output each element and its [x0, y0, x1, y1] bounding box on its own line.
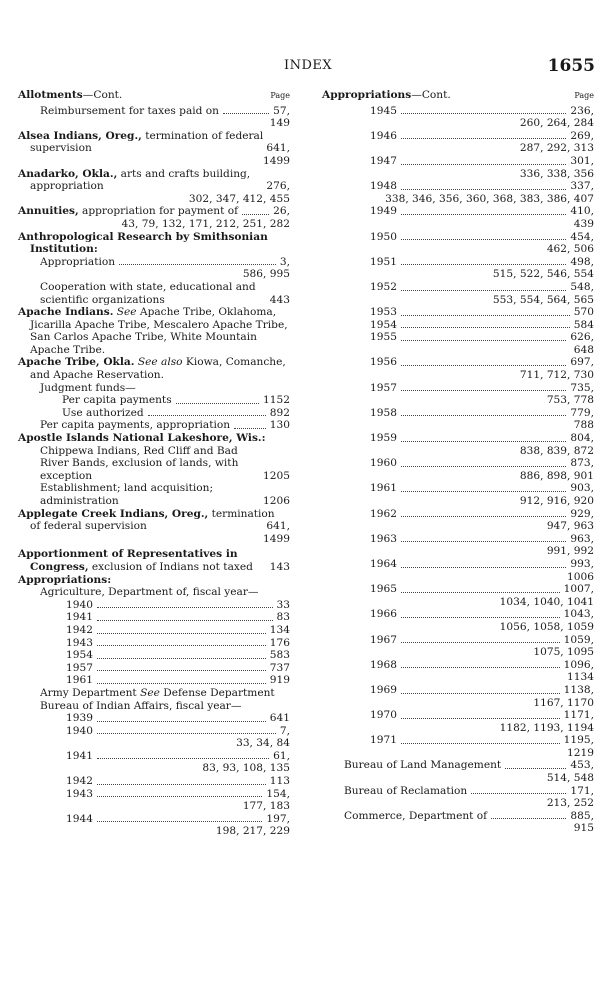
entry-pages-cont: 338, 346, 356, 360, 368, 383, 386, 407 [385, 192, 594, 205]
index-subentry [18, 256, 290, 269]
entry-pages-cont: 213, 252 [546, 797, 594, 810]
entry-pages: 1205 [263, 469, 290, 482]
year-label: 1943 [66, 787, 93, 800]
entry-pages-cont: 260, 264, 284 [519, 117, 594, 130]
entry-text: termination of federal supervision [30, 507, 275, 533]
year-label: 1969 [370, 683, 397, 696]
page-label: Page [270, 91, 290, 100]
leader-dots [401, 516, 566, 517]
year-entry [322, 105, 594, 118]
entry-pages: 33 [276, 598, 290, 611]
entry-pages: 873, [570, 457, 594, 470]
entry-head: Anadarko, Okla., [18, 167, 118, 180]
entry-pages-cont: 886, 898, 901 [519, 469, 594, 482]
year-label: 1947 [370, 154, 397, 167]
entry-pages-cont: 991, 992 [546, 545, 594, 558]
entry-text: Cooperation with state, educational and scientific organizations [40, 280, 256, 306]
entry-pages: 26, [273, 205, 290, 218]
year-label: 1948 [370, 180, 397, 193]
entry-pages-cont: 1034, 1040, 1041 [499, 595, 594, 608]
entry-head: Apache Tribe, Okla. [18, 356, 135, 369]
year-label: 1961 [66, 674, 93, 687]
entry-pages: 276, [266, 180, 290, 193]
entry-head: Apportionment of Representatives in Congress, [18, 548, 238, 573]
heading-cont: —Cont. [411, 89, 451, 101]
leader-dots [401, 264, 566, 265]
leader-dots [401, 693, 560, 694]
leader-dots [471, 793, 566, 794]
entry-pages-cont: 149 [269, 117, 290, 130]
year-entry [18, 624, 290, 637]
entry-text: Appropriation [40, 255, 116, 268]
year-label: 1971 [370, 734, 397, 747]
entry-pages: 130 [269, 419, 290, 432]
entry-pages: 454, [570, 230, 594, 243]
entry-pages-cont: 302, 347, 412, 455 [188, 192, 290, 205]
see-ref: See [136, 686, 160, 699]
entry-text: Kiowa, Comanche, and Apache Reservation. [30, 356, 286, 382]
index-subentry [322, 759, 594, 772]
year-label: 1950 [370, 230, 397, 243]
entry-pages: 337, [570, 180, 594, 193]
page-number: 1655 [547, 56, 595, 76]
entry-pages-cont: 336, 338, 356 [519, 167, 594, 180]
year-label: 1954 [370, 318, 397, 331]
year-label: 1965 [370, 583, 397, 596]
column-heading [322, 89, 594, 103]
year-label: 1960 [370, 457, 397, 470]
year-entry [322, 382, 594, 395]
leader-dots [97, 607, 273, 608]
entry-pages: 903, [570, 482, 594, 495]
year-entry [322, 155, 594, 168]
year-label: 1939 [66, 712, 93, 725]
entry-pages: 498, [570, 255, 594, 268]
leader-dots [401, 466, 566, 467]
entry-head: Applegate Creek Indians, Oreg., [18, 507, 209, 520]
entry-head: Alsea Indians, Oreg., [18, 129, 142, 142]
year-entry [18, 649, 290, 662]
year-label: 1945 [370, 104, 397, 117]
year-entry [18, 750, 290, 763]
index-entry [18, 105, 290, 118]
entry-pages: 1171, [563, 709, 594, 722]
entry-text: Use authorized [62, 406, 144, 419]
year-entry [18, 725, 290, 738]
entry-pages: 919 [269, 674, 290, 687]
entry-pages: 626, [570, 331, 594, 344]
year-label: 1941 [66, 611, 93, 624]
entry-pages: 641, [266, 142, 290, 155]
entry-text: Establishment; land acquisition; administration [40, 482, 214, 507]
entry-text: exclusion of Indians not taxed [88, 560, 253, 573]
leader-dots [97, 633, 266, 634]
year-label: 1949 [370, 205, 397, 218]
entry-pages-cont: 1075, 1095 [533, 646, 594, 659]
year-entry [322, 457, 594, 470]
entry-pages: 583 [269, 649, 290, 662]
heading-text: Allotments [18, 89, 83, 101]
entry-pages: 197, [266, 812, 290, 825]
leader-dots [97, 658, 266, 659]
year-label: 1946 [370, 129, 397, 142]
entry-pages-cont: 553, 554, 564, 565 [492, 293, 594, 306]
entry-pages-cont: 1167, 1170 [533, 696, 594, 709]
index-subentry [18, 482, 290, 507]
index-subentry [18, 407, 290, 420]
leader-dots [97, 821, 262, 822]
entry-pages: 735, [570, 381, 594, 394]
entry-text: Defense Department [159, 686, 275, 699]
year-entry [18, 674, 290, 687]
entry-pages-cont: 912, 916, 920 [519, 495, 594, 507]
entry-pages-cont: 177, 183 [242, 800, 290, 813]
bia-year-list [18, 712, 290, 838]
year-label: 1955 [370, 331, 397, 344]
heading-cont: —Cont. [82, 89, 123, 101]
entry-pages: 269, [570, 129, 594, 142]
year-entry [322, 356, 594, 369]
entry-text: termination of federal supervision [30, 129, 264, 155]
year-label: 1941 [66, 749, 93, 762]
index-subentry [18, 687, 290, 700]
entry-pages-cont: 515, 522, 546, 554 [492, 268, 594, 281]
page-label: Page [574, 91, 594, 100]
index-column-right [322, 89, 594, 835]
entry-pages: 1152 [263, 394, 290, 407]
index-entry [18, 508, 290, 533]
entry-pages-cont: 586, 995 [242, 268, 290, 281]
leader-dots [401, 415, 566, 416]
leader-dots [234, 428, 266, 429]
year-label: 1953 [370, 306, 397, 319]
leader-dots [97, 721, 266, 722]
year-entry [322, 256, 594, 269]
entry-text: Per capita payments, appropriation [40, 419, 231, 432]
leader-dots [97, 670, 266, 671]
entry-pages-cont: 1182, 1193, 1194 [499, 721, 594, 734]
entry-pages-cont: 1006 [567, 570, 594, 583]
leader-dots [401, 189, 566, 190]
year-label: 1961 [370, 482, 397, 495]
entry-pages: 804, [570, 432, 594, 445]
index-subentry [18, 445, 290, 483]
year-entry [18, 712, 290, 725]
index-column-left [18, 89, 290, 838]
entry-pages: 570 [573, 306, 594, 319]
index-entry [18, 548, 290, 573]
year-entry [322, 533, 594, 546]
leader-dots [491, 818, 566, 819]
year-label: 1967 [370, 633, 397, 646]
year-label: 1942 [66, 623, 93, 636]
year-entry [322, 659, 594, 672]
index-subentry: Bureau of Indian Affairs, fiscal year— [40, 699, 242, 712]
leader-dots [401, 138, 566, 139]
leader-dots [223, 113, 269, 114]
year-label: 1959 [370, 432, 397, 445]
year-entry [322, 583, 594, 596]
entry-pages-cont: 198, 217, 229 [215, 825, 290, 838]
year-entry [18, 813, 290, 826]
index-subentry [18, 419, 290, 432]
year-label: 1966 [370, 608, 397, 621]
entry-pages: 301, [570, 154, 594, 167]
index-subentry: Judgment funds— [40, 381, 136, 394]
entry-pages-cont: 788 [573, 419, 594, 432]
leader-dots [401, 491, 566, 492]
index-subentry [322, 785, 594, 798]
year-label: 1957 [370, 381, 397, 394]
year-entry [322, 306, 594, 319]
index-entry [18, 306, 290, 356]
entry-pages: 963, [570, 532, 594, 545]
leader-dots [401, 214, 566, 215]
leader-dots [401, 113, 566, 114]
year-entry [322, 734, 594, 747]
heading-text: Appropriations [322, 89, 412, 101]
entry-pages-cont: 838, 839, 872 [519, 444, 594, 457]
entry-pages: 83 [276, 611, 290, 624]
entry-pages: 929, [570, 507, 594, 520]
entry-pages: 737 [269, 661, 290, 674]
entry-pages-cont: 439 [573, 217, 594, 230]
year-label: 1970 [370, 709, 397, 722]
year-entry [18, 775, 290, 788]
entry-pages: 697, [570, 356, 594, 369]
leader-dots [401, 592, 560, 593]
entry-pages: 176 [269, 636, 290, 649]
year-label: 1958 [370, 406, 397, 419]
entry-text: Apache Tribe, Oklahoma, Jicarilla Apache Tribe, Mescalero Apache Tribe, San Carlos Apache Tribe, White Mountain Apache Tribe. [30, 306, 288, 356]
entry-pages-cont: 287, 292, 313 [519, 142, 594, 155]
index-entry [18, 130, 290, 155]
year-label: 1940 [66, 724, 93, 737]
leader-dots [401, 327, 570, 328]
entry-text: Reimbursement for taxes paid on [40, 104, 220, 117]
entry-pages: 143 [269, 560, 290, 573]
leader-dots [401, 441, 566, 442]
entry-pages: 7, [279, 724, 290, 737]
entry-pages: 1138, [563, 683, 594, 696]
year-label: 1944 [66, 812, 93, 825]
year-entry [18, 611, 290, 624]
entry-pages-cont: 33, 34, 84 [236, 737, 290, 750]
leader-dots [401, 718, 560, 719]
leader-dots [148, 415, 266, 416]
index-subentry [322, 810, 594, 823]
leader-dots [401, 315, 570, 316]
entry-pages: 1195, [563, 734, 594, 747]
leader-dots [401, 340, 566, 341]
year-entry [322, 709, 594, 722]
year-label: 1962 [370, 507, 397, 520]
entry-pages: 61, [273, 749, 290, 762]
year-entry [322, 319, 594, 332]
year-entry [322, 432, 594, 445]
leader-dots [401, 390, 566, 391]
year-label: 1940 [66, 598, 93, 611]
entry-pages: 171, [570, 784, 594, 797]
year-label: 1942 [66, 775, 93, 788]
year-label: 1954 [66, 649, 93, 662]
entry-pages-cont: 711, 712, 730 [519, 369, 594, 382]
leader-dots [401, 290, 566, 291]
year-label: 1968 [370, 658, 397, 671]
entry-head: Appropriations: [18, 573, 112, 586]
entry-text: Bureau of Land Management [344, 759, 502, 772]
leader-dots [401, 642, 560, 643]
entry-pages: 548, [570, 280, 594, 293]
year-entry [322, 407, 594, 420]
entry-pages-cont: 947, 963 [546, 520, 594, 533]
column-heading [18, 89, 290, 103]
see-ref: See also [134, 356, 183, 369]
entry-pages-cont: 1134 [567, 671, 594, 684]
leader-dots [97, 758, 269, 759]
entry-text: Per capita payments [62, 394, 172, 407]
entry-pages-cont: 648 [573, 343, 594, 356]
year-entry [322, 205, 594, 218]
year-entry [322, 331, 594, 344]
index-entry [18, 168, 290, 193]
leader-dots [176, 403, 259, 404]
entry-pages: 885, [570, 809, 594, 822]
year-label: 1952 [370, 280, 397, 293]
entry-text: Chippewa Indians, Red Cliff and Bad River Bands, exclusion of lands, with exception [40, 444, 239, 482]
index-entry [18, 205, 290, 218]
entry-pages: 1007, [563, 583, 594, 596]
entry-pages-cont: 43, 79, 132, 171, 212, 251, 282 [121, 217, 290, 230]
entry-pages: 443 [269, 293, 290, 306]
leader-dots [97, 620, 273, 621]
entry-pages: 1206 [263, 495, 290, 507]
year-entry [322, 130, 594, 143]
year-entry [18, 788, 290, 801]
year-label: 1963 [370, 532, 397, 545]
entry-pages-cont: 514, 548 [546, 772, 594, 785]
leader-dots [401, 541, 566, 542]
index-entry [18, 356, 290, 381]
entry-pages: 134 [269, 623, 290, 636]
entry-pages-cont: 915 [573, 822, 594, 835]
leader-dots [401, 743, 560, 744]
entry-pages: 641 [269, 712, 290, 725]
entry-pages-cont: 1499 [263, 154, 290, 167]
entry-pages: 641, [266, 520, 290, 533]
entry-pages: 892 [269, 406, 290, 419]
entry-head: Annuities, [18, 205, 79, 218]
entry-text: arts and crafts building, appropriation [30, 167, 251, 193]
see-ref: See [113, 306, 137, 319]
entry-text: appropriation for payment of [78, 205, 238, 218]
page-header [0, 58, 611, 82]
entry-head: Anthropological Research by Smithsonian Institution: [18, 230, 268, 256]
year-entry [18, 599, 290, 612]
leader-dots [97, 784, 266, 785]
page-title: INDEX [284, 58, 333, 73]
index-subentry: Agriculture, Department of, fiscal year— [40, 586, 259, 599]
leader-dots [97, 683, 266, 684]
year-entry [322, 508, 594, 521]
entry-text: Army Department [40, 686, 137, 699]
entry-head: Apache Indians. [18, 306, 114, 319]
year-label: 1943 [66, 636, 93, 649]
leader-dots [401, 164, 566, 165]
year-entry [322, 684, 594, 697]
leader-dots [401, 567, 566, 568]
entry-pages: 154, [266, 787, 290, 800]
entry-pages-cont: 462, 506 [546, 243, 594, 256]
entry-text: Commerce, Department of [344, 809, 488, 822]
index-subentry [18, 281, 290, 306]
entry-pages: 410, [570, 205, 594, 218]
entry-pages-cont: 753, 778 [546, 394, 594, 407]
entry-pages-cont: 1056, 1058, 1059 [499, 620, 594, 633]
year-label: 1957 [66, 661, 93, 674]
year-entry [322, 281, 594, 294]
entry-pages-cont: 83, 93, 108, 135 [202, 762, 290, 775]
year-entry [322, 180, 594, 193]
agri-year-list [18, 599, 290, 687]
leader-dots [401, 365, 566, 366]
entry-pages: 1059, [563, 633, 594, 646]
index-subentry [18, 394, 290, 407]
entry-pages: 584 [573, 318, 594, 331]
entry-pages: 779, [570, 406, 594, 419]
leader-dots [242, 214, 269, 215]
year-entry [18, 662, 290, 675]
year-label: 1964 [370, 557, 397, 570]
leader-dots [97, 733, 276, 734]
year-label: 1951 [370, 255, 397, 268]
year-entry [322, 482, 594, 495]
entry-pages-cont: 1499 [263, 532, 290, 545]
year-entry [322, 634, 594, 647]
entry-pages: 453, [570, 759, 594, 772]
entry-pages: 1043, [563, 608, 594, 621]
leader-dots [97, 645, 266, 646]
year-entry [18, 637, 290, 650]
entry-text: Bureau of Reclamation [344, 784, 468, 797]
entry-pages-cont: 1219 [567, 746, 594, 759]
leader-dots [401, 617, 560, 618]
year-entry [322, 558, 594, 571]
year-entry [322, 608, 594, 621]
entry-pages: 113 [269, 775, 290, 788]
entry-pages: 1096, [563, 658, 594, 671]
entry-pages: 57, [273, 104, 290, 117]
year-entry [322, 231, 594, 244]
leader-dots [119, 264, 276, 265]
leader-dots [401, 239, 566, 240]
approp-year-list [322, 105, 594, 760]
leader-dots [505, 768, 566, 769]
year-label: 1956 [370, 356, 397, 369]
leader-dots [97, 796, 262, 797]
entry-pages: 3, [279, 255, 290, 268]
entry-pages: 236, [570, 104, 594, 117]
leader-dots [401, 667, 560, 668]
entry-pages: 993, [570, 557, 594, 570]
entry-head: Apostle Islands National Lakeshore, Wis.: [18, 432, 266, 445]
